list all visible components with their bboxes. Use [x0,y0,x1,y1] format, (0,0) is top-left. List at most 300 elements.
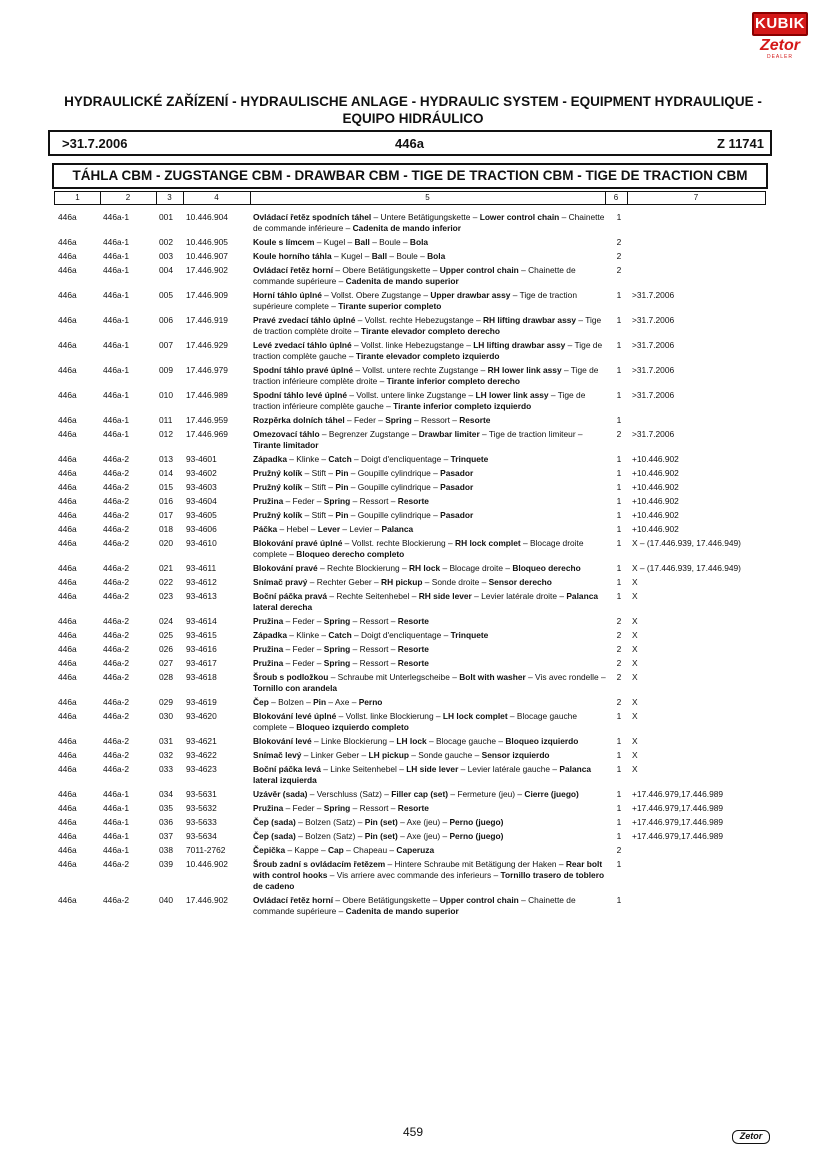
description-text: – Feder – [283,803,324,813]
table-row [54,814,766,828]
description-bold-name: Boční páčka levá [253,764,321,774]
description-bold-name: Cadenita de mando inferior [352,223,462,233]
part-number: 17.446.929 [186,340,228,350]
ref-position: 446a-2 [103,468,130,478]
description-bold-name: Rozpěrka dolních táhel [253,415,345,425]
quantity: 1 [616,591,622,601]
table-row [54,521,766,535]
table-row [54,412,766,426]
description-text: – Obere Betätigungskette – [333,895,440,905]
ref-position: 446a-2 [103,644,130,654]
ref-position: 446a-1 [103,390,130,400]
remark: >31.7.2006 [632,315,675,325]
quantity: 1 [616,315,622,325]
ref-item: 025 [159,630,173,640]
ref-position: 446a-2 [103,538,130,548]
description-text: – Vis avec rondelle – [525,672,606,682]
part-number: 93-4621 [186,736,217,746]
description-text: – Ressort – [350,616,398,626]
ref-position: 446a-1 [103,429,130,439]
quantity: 2 [616,644,622,654]
ref-position: 446a-2 [103,563,130,573]
column-header-5: 5 [250,192,606,204]
description-text: – Tige de traction supérieure complete – [253,290,577,311]
description-text: – Rechter Geber – [307,577,382,587]
ref-position: 446a-2 [103,711,130,721]
quantity: 1 [616,895,622,905]
remark: +10.446.902 [632,496,679,506]
ref-table: 446a [58,895,77,905]
description-text: – Feder – [344,415,386,425]
description-text: – Vollst. untere rechte Zugstange – [353,365,488,375]
ref-item: 029 [159,697,173,707]
part-number: 93-4615 [186,630,217,640]
description-text: – Tige de traction complète gauche – [253,340,603,361]
remark: >31.7.2006 [632,429,675,439]
table-row [54,234,766,248]
part-number: 10.446.907 [186,251,228,261]
description-bold-name: Pružina [253,803,284,813]
description-text: – Ressort – [350,803,398,813]
description-bold-name: LH lower link assy [475,390,549,400]
table-row [54,312,766,337]
quantity: 1 [616,859,622,869]
description-bold-name: Upper control chain [439,895,519,905]
quantity: 1 [616,290,622,300]
remark [630,412,766,426]
remark: +17.446.979,17.446.989 [632,789,724,799]
ref-table: 446a [58,658,77,668]
quantity: 1 [616,340,622,350]
remark: X [632,577,638,587]
quantity: 1 [616,563,622,573]
description-bold-name: Pružina [253,658,284,668]
part-description [253,669,608,694]
part-number: 10.446.905 [186,237,228,247]
description-bold-name: Caperuza [396,845,435,855]
part-number: 93-4612 [186,577,217,587]
ref-position: 446a-2 [103,736,130,746]
part-number: 10.446.904 [186,212,228,222]
column-header-6: 6 [605,192,628,204]
quantity: 2 [616,697,622,707]
table-row [54,747,766,761]
ref-table: 446a [58,563,77,573]
quantity: 1 [616,803,622,813]
description-bold-name: Pin [335,510,349,520]
description-bold-name: Pružný kolík [253,468,303,478]
ref-item: 015 [159,482,173,492]
table-row [54,694,766,708]
remark: X [632,711,638,721]
table-row [54,262,766,287]
ref-position: 446a-1 [103,803,130,813]
description-bold-name: RH lifting drawbar assy [482,315,577,325]
ref-position: 446a-2 [103,697,130,707]
part-number: 93-4614 [186,616,217,626]
description-text: – Sonde droite – [422,577,489,587]
table-row [54,507,766,521]
description-bold-name: Spodní táhlo pravé úplné [253,365,354,375]
description-bold-name: Koule s límcem [253,237,315,247]
ref-position: 446a-2 [103,482,130,492]
description-text: – Tige de traction inférieure complète gauche – [253,390,586,411]
column-header-2: 2 [100,192,157,204]
description-bold-name: Bola [427,251,446,261]
description-bold-name: Tirante limitador [253,440,319,450]
part-description [253,733,608,747]
description-bold-name: Ovládací řetěz spodních táhel [253,212,372,222]
description-bold-name: Blokování levé úplné [253,711,337,721]
ref-item: 005 [159,290,173,300]
ref-item: 040 [159,895,173,905]
description-bold-name: Šroub s podložkou [253,672,329,682]
table-row [54,733,766,747]
quantity: 1 [616,750,622,760]
description-bold-name: LH lifting drawbar assy [473,340,566,350]
ref-table: 446a [58,789,77,799]
table-row [54,786,766,800]
description-bold-name: Trinquete [450,454,489,464]
remark: +10.446.902 [632,510,679,520]
remark [630,262,766,287]
description-bold-name: Čep (sada) [253,831,296,841]
description-text: – Boule – [387,251,428,261]
description-bold-name: Perno [358,697,383,707]
part-number: 93-4604 [186,496,217,506]
page-title-line2: EQUIPO HIDRÁULICO [342,111,484,126]
part-description [253,535,608,560]
parts-table [54,209,766,917]
ref-item: 038 [159,845,173,855]
quantity: 1 [616,736,622,746]
description-bold-name: Tirante inferior completo izquierdo [393,401,532,411]
description-text: – Vollst. linke Hebezugstange – [351,340,474,350]
remark: +10.446.902 [632,468,679,478]
ref-position: 446a-2 [103,764,130,774]
description-bold-name: Čep (sada) [253,817,296,827]
quantity: 1 [616,524,622,534]
description-text: – Chainette de commande supérieure – [253,265,576,286]
part-number: 93-4606 [186,524,217,534]
description-text: – Bolzen (Satz) – [295,831,365,841]
ref-item: 013 [159,454,173,464]
description-text: – Levier – [340,524,382,534]
description-bold-name: Ovládací řetěz horní [253,265,334,275]
description-text: – Bolzen (Satz) – [295,817,365,827]
part-number: 93-5632 [186,803,217,813]
description-text: – Stift – [302,482,336,492]
description-bold-name: Západka [253,630,287,640]
description-bold-name: Filler cap (set) [391,789,449,799]
ref-position: 446a-1 [103,290,130,300]
description-bold-name: Palanca lateral izquierda [253,764,592,785]
ref-table: 446a [58,845,77,855]
description-text: – Feder – [283,658,324,668]
table-row [54,248,766,262]
quantity: 1 [616,482,622,492]
description-bold-name: Perno (juego) [449,817,504,827]
table-row [54,856,766,892]
description-bold-name: Lower control chain [479,212,560,222]
ref-position: 446a-2 [103,524,130,534]
description-text: – Vollst. Obere Zugstange – [321,290,431,300]
description-text: – Bolzen – [268,697,314,707]
part-number: 17.446.959 [186,415,228,425]
ref-table: 446a [58,468,77,478]
part-description [253,800,608,814]
description-text: – Ressort – [350,644,398,654]
part-number: 17.446.989 [186,390,228,400]
table-row [54,426,766,451]
description-bold-name: Drawbar limiter [418,429,480,439]
table-row [54,761,766,786]
description-bold-name: Pružina [253,496,284,506]
ref-item: 003 [159,251,173,261]
description-text: – Axe (jeu) – [397,817,450,827]
remark [630,892,766,917]
table-header-bar [48,130,772,156]
description-bold-name: Pasador [440,468,474,478]
description-text: – Chainette de commande supérieure – [253,895,576,916]
part-description [253,262,608,287]
part-description [253,574,608,588]
remark [630,842,766,856]
description-bold-name: Levé zvedací táhlo úplné [253,340,352,350]
description-bold-name: RH lock [408,563,441,573]
description-bold-name: Pružina [253,644,284,654]
ref-table: 446a [58,251,77,261]
description-text: – Tige de traction limiteur – [479,429,583,439]
table-row [54,588,766,613]
part-description [253,694,608,708]
ref-item: 030 [159,711,173,721]
description-text: – Hebel – [277,524,318,534]
ref-table: 446a [58,538,77,548]
description-bold-name: Koule horního táhla [253,251,332,261]
quantity: 1 [616,831,622,841]
remark: X – (17.446.939, 17.446.949) [632,563,741,573]
ref-item: 027 [159,658,173,668]
table-row [54,287,766,312]
description-text: – Begrenzer Zugstange – [319,429,419,439]
table-row [54,387,766,412]
part-number: 93-4611 [186,563,217,573]
table-row [54,479,766,493]
part-number: 93-4610 [186,538,217,548]
description-text: – Chainette de commande inférieure – [253,212,605,233]
remark: >31.7.2006 [632,365,675,375]
ref-position: 446a-1 [103,415,130,425]
ref-table: 446a [58,577,77,587]
ref-position: 446a-1 [103,251,130,261]
ref-item: 021 [159,563,173,573]
part-number: 17.446.979 [186,365,228,375]
quantity: 1 [616,365,622,375]
description-text: – Chapeau – [343,845,397,855]
description-bold-name: Cadenita de mando superior [345,276,459,286]
part-description [253,287,608,312]
ref-table: 446a [58,290,77,300]
part-number: 17.446.902 [186,265,228,275]
remark: >31.7.2006 [632,290,675,300]
description-text: – Hintere Schraube mit Betätigung der Haken – [385,859,566,869]
description-text: – Linker Geber – [301,750,369,760]
table-row [54,669,766,694]
remark: X [632,658,638,668]
description-bold-name: LH side lever [406,764,459,774]
remark: X [632,750,638,760]
ref-table: 446a [58,736,77,746]
remark [630,234,766,248]
quantity: 1 [616,711,622,721]
description-text: – Goupille cylindrique – [348,510,441,520]
description-bold-name: Resorte [397,496,429,506]
description-text: – Kugel – [331,251,372,261]
part-description [253,641,608,655]
description-text: – Axe (jeu) – [397,831,450,841]
description-bold-name: Spring [323,616,351,626]
description-bold-name: RH side lever [418,591,472,601]
ref-item: 023 [159,591,173,601]
description-text: – Tige de traction inférieure complète droite – [253,365,599,386]
part-description [253,312,608,337]
description-text: – Ressort – [350,496,398,506]
description-bold-name: Čep [253,697,269,707]
ref-item: 016 [159,496,173,506]
ref-item: 012 [159,429,173,439]
table-row [54,535,766,560]
description-bold-name: Spring [323,803,351,813]
part-description [253,209,608,234]
part-description [253,613,608,627]
description-text: – Rechte Blockierung – [317,563,409,573]
part-number: 17.446.902 [186,895,228,905]
quantity: 1 [616,538,622,548]
description-bold-name: Pravé zvedací táhlo úplné [253,315,356,325]
ref-table: 446a [58,265,77,275]
ref-table: 446a [58,415,77,425]
section-title: TÁHLA CBM - ZUGSTANGE CBM - DRAWBAR CBM - TIGE DE TRACTION CBM - TIGE DE TRACTION CBM [52,163,768,189]
ref-table: 446a [58,817,77,827]
ref-table: 446a [58,390,77,400]
ref-table: 446a [58,591,77,601]
part-description [253,362,608,387]
description-text: – Vollst. rechte Hebezugstange – [355,315,483,325]
description-bold-name: Blokování pravé úplné [253,538,343,548]
ref-position: 446a-1 [103,817,130,827]
ref-position: 446a-2 [103,577,130,587]
ref-table: 446a [58,429,77,439]
description-text: – Levier latérale gauche – [458,764,560,774]
description-text: – Blocage gauche complete – [253,711,577,732]
ref-table: 446a [58,212,77,222]
description-text: – Verschluss (Satz) – [307,789,392,799]
ref-item: 028 [159,672,173,682]
column-header-4: 4 [183,192,251,204]
ref-position: 446a-2 [103,630,130,640]
part-number: 93-4623 [186,764,217,774]
table-row [54,574,766,588]
description-bold-name: Čepička [253,845,286,855]
column-header-3: 3 [156,192,184,204]
ref-item: 011 [159,415,173,425]
description-text: – Schraube mit Unterlegscheibe – [328,672,460,682]
ref-table: 446a [58,764,77,774]
description-text: – Vollst. linke Blockierung – [336,711,443,721]
remark: +10.446.902 [632,454,679,464]
description-bold-name: Blokování pravé [253,563,318,573]
description-bold-name: Upper drawbar assy [430,290,511,300]
ref-item: 018 [159,524,173,534]
description-text: – Goupille cylindrique – [348,468,441,478]
part-description [253,708,608,733]
description-bold-name: Bola [409,237,429,247]
description-bold-name: Perno (juego) [449,831,504,841]
description-bold-name: Pin (set) [364,817,398,827]
description-bold-name: Snímač levý [253,750,302,760]
description-bold-name: Šroub zadní s ovládacím řetězem [253,859,386,869]
kubik-logo-text: KUBIK [752,12,808,36]
description-bold-name: Lever [317,524,341,534]
description-bold-name: RH lock complet [455,538,521,548]
part-description [253,248,608,262]
description-text: – Untere Betätigungskette – [371,212,480,222]
description-bold-name: Rear bolt with control hooks [253,859,603,880]
part-number: 17.446.909 [186,290,228,300]
quantity: 1 [616,390,622,400]
ref-table: 446a [58,644,77,654]
description-text: – Levier latérale droite – [471,591,567,601]
part-number: 7011-2762 [186,845,226,855]
description-bold-name: LH lock [396,736,427,746]
table-row [54,828,766,842]
column-header-7: 7 [693,193,699,202]
quantity: 1 [616,468,622,478]
part-description [253,560,608,574]
dealer-logo-text: DEALER [766,54,793,60]
ref-position: 446a-2 [103,750,130,760]
ref-item: 035 [159,803,173,813]
part-number: 93-4601 [186,454,217,464]
remark: X [632,764,638,774]
description-bold-name: Palanca lateral derecha [253,591,599,612]
page-title [40,93,786,127]
ref-position: 446a-1 [103,845,130,855]
description-bold-name: Spring [385,415,412,425]
part-number: 93-4602 [186,468,217,478]
description-text: – Stift – [302,510,336,520]
part-number: 93-5631 [186,789,217,799]
description-bold-name: LH lock complet [442,711,508,721]
description-text: – Tige de traction complète droite – [253,315,602,336]
quantity: 1 [616,415,622,425]
part-description [253,493,608,507]
part-description [253,521,608,535]
part-description [253,507,608,521]
description-text: – Vollst. untere linke Zugstange – [347,390,476,400]
part-description [253,387,608,412]
ref-table: 446a [58,340,77,350]
description-bold-name: Palanca [381,524,414,534]
description-bold-name: Tornillo trasero de toblero de cadeno [253,870,605,891]
description-text: – Ressort – [411,415,460,425]
part-number: 93-4616 [186,644,217,654]
description-bold-name: Tornillo con arandela [253,683,338,693]
part-description [253,655,608,669]
description-bold-name: Pin [313,697,327,707]
description-bold-name: Pružný kolík [253,510,303,520]
